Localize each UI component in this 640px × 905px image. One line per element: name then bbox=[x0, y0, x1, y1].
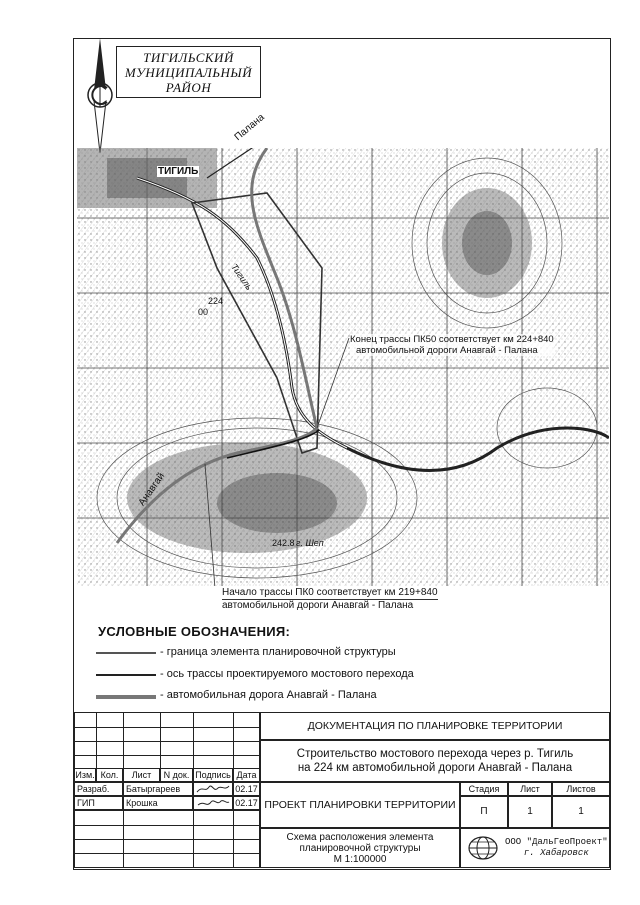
company-block bbox=[460, 828, 610, 868]
sheet-value: 1 bbox=[508, 796, 552, 828]
district-line-2: МУНИЦИПАЛЬНЫЙ bbox=[124, 65, 253, 80]
scale: М 1:100000 bbox=[333, 853, 387, 865]
company-text bbox=[505, 837, 608, 859]
start-note-line-1: Начало трассы ПК0 соответствует км 219+840 bbox=[222, 587, 438, 598]
role-gip: ГИП bbox=[74, 796, 123, 810]
mountain-name-label: г. Шеп bbox=[296, 538, 324, 548]
project-title bbox=[260, 740, 610, 782]
company-city: г. Хабаровск bbox=[523, 848, 589, 858]
hdr-ndok: N док. bbox=[160, 768, 193, 782]
start-note bbox=[222, 587, 438, 612]
hdr-list: Лист bbox=[123, 768, 160, 782]
km-label: 224 bbox=[208, 296, 224, 306]
river-label: Тигиль bbox=[229, 262, 255, 292]
stage-header: Стадия bbox=[460, 782, 508, 796]
district-line-1: ТИГИЛЬСКИЙ bbox=[143, 50, 234, 65]
end-note bbox=[350, 334, 554, 356]
company-name: ООО "ДальГеоПроект" bbox=[505, 837, 608, 847]
district-title bbox=[116, 46, 261, 98]
sheets-value: 1 bbox=[552, 796, 610, 828]
project-line-2: на 224 км автомобильной дороги Анавгай - Палана bbox=[297, 762, 573, 774]
scheme-description bbox=[260, 828, 460, 868]
axis-swatch bbox=[96, 674, 156, 676]
hdr-podpis: Подпись bbox=[193, 768, 233, 782]
hdr-izm: Изм. bbox=[75, 770, 95, 780]
doc-title: ДОКУМЕНТАЦИЯ ПО ПЛАНИРОВКЕ ТЕРРИТОРИИ bbox=[260, 712, 610, 740]
project-name: ПРОЕКТ ПЛАНИРОВКИ ТЕРРИТОРИИ bbox=[260, 782, 460, 828]
signature-gip bbox=[193, 796, 233, 810]
scheme-line-2: планировочной структуры bbox=[299, 842, 421, 854]
district-line-3: РАЙОН bbox=[165, 80, 212, 95]
name-gip: Крошка bbox=[123, 796, 193, 810]
signature-icon bbox=[195, 783, 231, 795]
signature-razrab bbox=[193, 782, 233, 796]
date-razrab: 02.17 bbox=[233, 782, 260, 796]
legend-label: - ось трассы проектируемого мостового перехода bbox=[160, 668, 414, 680]
stage-value: П bbox=[460, 796, 508, 828]
sheet-header: Лист bbox=[508, 782, 552, 796]
stamp-empty-rows bbox=[74, 810, 260, 868]
company-logo-icon bbox=[467, 835, 499, 861]
project-line-1: Строительство мостового перехода через р. Тигиль bbox=[296, 748, 574, 760]
road-north-label: Палана bbox=[232, 111, 267, 144]
hdr-data: Дата bbox=[233, 768, 260, 782]
name-razrab: Батыргареев bbox=[123, 782, 193, 796]
role-razrab: Разраб. bbox=[74, 782, 123, 796]
date-gip: 02.17 bbox=[233, 796, 260, 810]
legend-title: УСЛОВНЫЕ ОБОЗНАЧЕНИЯ: bbox=[98, 624, 291, 639]
mountain-label: 242.8 bbox=[272, 538, 295, 548]
legend-label: - автомобильная дорога Анавгай - Палана bbox=[160, 689, 377, 701]
scheme-line-1: Схема расположения элемента bbox=[286, 831, 434, 843]
sheets-header: Листов bbox=[552, 782, 610, 796]
town-label: ТИГИЛЬ bbox=[158, 166, 199, 177]
end-note-line-1: Конец трассы ПК50 соответствует км 224+840 bbox=[350, 334, 554, 345]
boundary-swatch bbox=[96, 652, 156, 654]
stamp-grid bbox=[74, 712, 260, 768]
road-swatch bbox=[96, 695, 156, 699]
hdr-kol: Кол. bbox=[96, 768, 123, 782]
zero-label: 00 bbox=[198, 307, 209, 317]
legend-label: - граница элемента планировочной структуры bbox=[160, 646, 396, 658]
start-note-line-2: автомобильной дороги Анавгай - Палана bbox=[222, 600, 414, 611]
road-south-label: Анавгай bbox=[136, 470, 168, 509]
topographic-map bbox=[77, 148, 609, 586]
signature-icon bbox=[195, 797, 231, 809]
end-note-line-2: автомобильной дороги Анавгай - Палана bbox=[356, 345, 538, 356]
